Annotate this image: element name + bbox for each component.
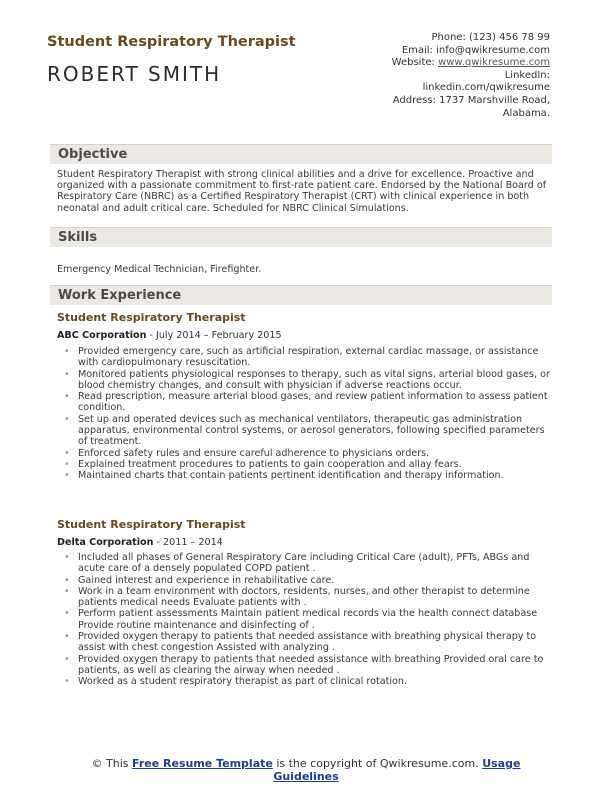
objective-heading: Objective [58, 147, 128, 162]
footer-prefix: © This [91, 757, 133, 770]
address-value: 1737 Marshville Road, [439, 94, 550, 106]
skills-text: Emergency Medical Technician, Firefighter. [57, 264, 262, 275]
list-item: • Set up and operated devices such as mechanical ventilators, therapeutic gas administration apparatus, environmental control systems, or aerosol generators, following specified parameters of treatment. [62, 414, 552, 448]
job-1-company: ABC Corporation [57, 330, 147, 341]
job-2-bullets [62, 552, 552, 688]
usage-guidelines-link[interactable]: Usage Guidelines [273, 757, 521, 783]
job-2-dates: - 2011 – 2014 [153, 537, 223, 548]
experience-heading: Work Experience [58, 288, 182, 303]
phone-label: Phone: [431, 32, 466, 43]
list-item: • Explained treatment procedures to patients to gain cooperation and allay fears. [62, 459, 552, 470]
job-1-dates: - July 2014 – February 2015 [146, 330, 282, 341]
job-2-company: Delta Corporation [57, 537, 154, 548]
job-2-company-line [57, 537, 223, 548]
footer [60, 757, 552, 783]
list-item: • Included all phases of General Respiratory Care including Critical Care (adult), PFTs, ABGs and acute care of a densely populated COPD patient . [62, 552, 552, 575]
list-item: • Gained interest and experience in rehabilitative care. [62, 575, 552, 586]
email-line [290, 45, 550, 58]
website-link[interactable]: www.qwikresume.com [438, 57, 550, 69]
skills-section-header [50, 227, 552, 247]
email-value: info@qwikresume.com [436, 44, 550, 56]
phone-value: (123) 456 78 99 [469, 32, 550, 43]
skills-heading: Skills [58, 230, 98, 245]
job-1-role: Student Respiratory Therapist [57, 311, 246, 324]
list-item: • Provided oxygen therapy to patients that needed assistance with breathing physical therapy to assist with chest congestion Assisted with analyzing . [62, 631, 552, 654]
list-item: • Worked as a student respiratory therapist as part of clinical rotation. [62, 676, 552, 687]
address-label: Address: [392, 94, 436, 106]
experience-section-header [50, 285, 552, 305]
free-resume-template-link[interactable]: Free Resume Template [132, 757, 273, 770]
job-1-company-line [57, 330, 282, 341]
list-item: • Monitored patients physiological responses to therapy, such as vital signs, arterial blood gases, or blood chemistry changes, and consult with physician if adverse reactions occur. [62, 369, 552, 392]
list-item: • Provided emergency care, such as artificial respiration, external cardiac massage, or assistance with cardiopulmonary resuscitation. [62, 346, 552, 369]
phone-line [290, 32, 550, 45]
address-line-2: Alabama. [502, 107, 550, 119]
job-title: Student Respiratory Therapist [47, 34, 296, 50]
list-item: • Enforced safety rules and ensure careful adherence to physicians orders. [62, 448, 552, 459]
job-2-role: Student Respiratory Therapist [57, 518, 246, 531]
linkedin-label: LinkedIn: [504, 69, 550, 81]
objective-section-header [50, 144, 552, 164]
website-line [290, 57, 550, 70]
list-item: • Provided oxygen therapy to patients that needed assistance with breathing Provided oral care to patients, as well as clearing the airway when needed . [62, 654, 552, 677]
list-item: • Perform patient assessments Maintain patient medical records via the health connect database Provide routine maintenance and disinfecting of . [62, 608, 552, 631]
objective-text: Student Respiratory Therapist with strong clinical abilities and a drive for excellence. Proactive and organized with a passionate commitment to first-rate patient care. Endorsed by the National Board of Respiratory Care (NBRC) as a Certified Respiratory Therapist (CRT) with clinical experience in both neonatal and adult critical care. Scheduled for NBRC Clinical Simulations. [57, 169, 547, 214]
candidate-name: ROBERT SMITH [47, 62, 222, 86]
list-item: • Read prescription, measure arterial blood gases, and review patient information to assess patient condition. [62, 391, 552, 414]
list-item: • Maintained charts that contain patients pertinent identification and therapy information. [62, 470, 552, 481]
contact-block [290, 32, 550, 120]
list-item: • Work in a team environment with doctors, residents, nurses, and other therapist to determine patients medical needs Evaluate patients with . [62, 586, 552, 609]
linkedin-value: linkedin.com/qwikresume [422, 82, 550, 94]
address-line [290, 95, 550, 108]
website-label: Website: [391, 57, 435, 69]
email-label: Email: [401, 44, 433, 56]
footer-middle: is the copyright of Qwikresume.com. [272, 757, 483, 770]
job-1-bullets [62, 346, 552, 482]
